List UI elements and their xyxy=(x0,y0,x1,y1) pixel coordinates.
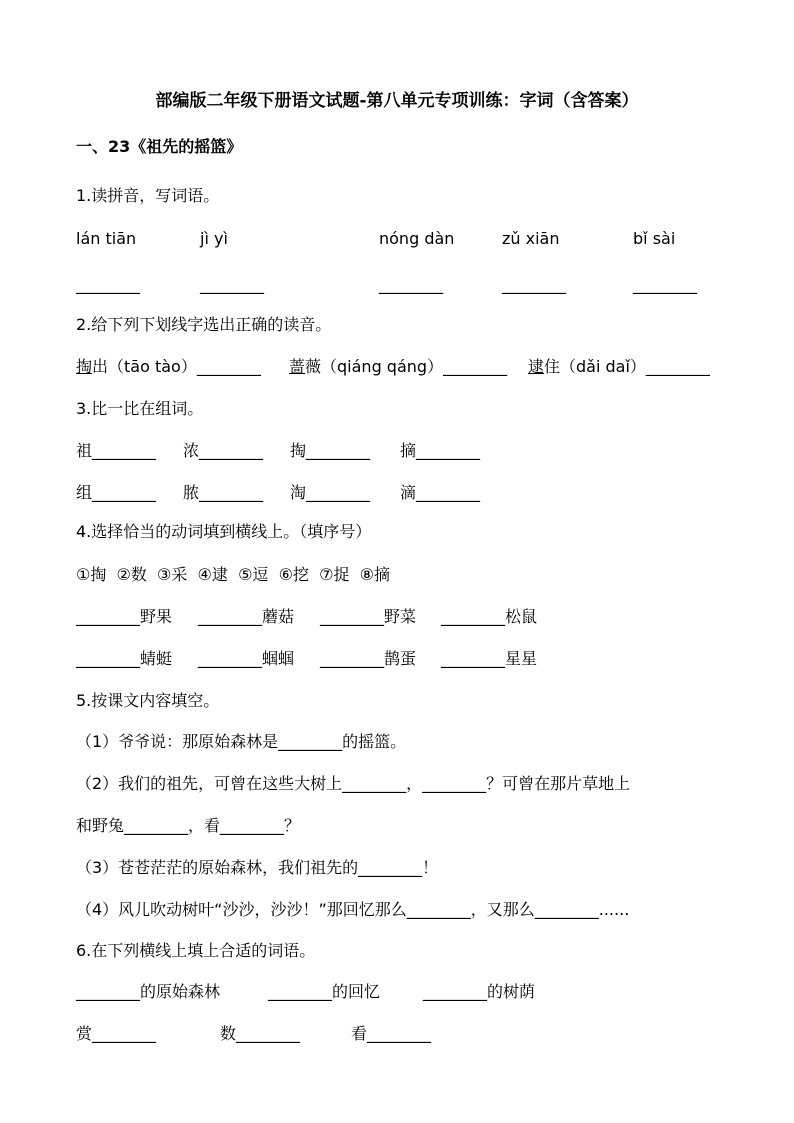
section-heading: 一、23《祖先的摇篮》 xyxy=(76,137,243,156)
q5-line: （2）我们的祖先，可曾在这些大树上________，________？可曾在那片草地上 xyxy=(76,774,631,793)
q4-options: ①掏 ②数 ③采 ④逮 ⑤逗 ⑥挖 ⑦捉 ⑧摘 xyxy=(76,565,390,584)
q5-line: 和野兔________，看________？ xyxy=(76,816,301,835)
q4-item: ________野菜 xyxy=(320,607,417,626)
answer-blank[interactable]: ________ xyxy=(76,275,140,294)
q3-item: 祖________ xyxy=(76,441,157,460)
q4-item: ________野果 xyxy=(76,607,173,626)
pinyin-1: lán tiān xyxy=(76,229,137,248)
q3-item: 浓________ xyxy=(183,441,264,460)
pinyin-3: nóng dàn xyxy=(379,229,455,248)
q2-item-text: 薇（qiáng qáng）________ xyxy=(305,357,508,376)
q5-prompt: 5.按课文内容填空。 xyxy=(76,691,220,710)
q1-prompt: 1.读拼音，写词语。 xyxy=(76,186,220,205)
q3-item: 掏________ xyxy=(290,441,371,460)
q3-item: 淘________ xyxy=(290,483,371,502)
pinyin-5: bǐ sài xyxy=(633,229,676,248)
document-title: 部编版二年级下册语文试题-第八单元专项训练：字词（含答案） xyxy=(155,91,639,111)
q3-item: 摘________ xyxy=(400,441,481,460)
underlined-char: 逮 xyxy=(528,357,545,376)
q6-item: ________的回忆 xyxy=(268,982,381,1001)
q6-item: ________的原始森林 xyxy=(76,982,221,1001)
underlined-char: 掏 xyxy=(76,357,93,376)
q4-item: ________星星 xyxy=(441,649,538,668)
q6-item: 数________ xyxy=(220,1024,301,1043)
q4-item: ________蜻蜓 xyxy=(76,649,173,668)
pinyin-2: jì yì xyxy=(200,229,228,248)
q2-item-1 xyxy=(76,356,261,378)
q3-prompt: 3.比一比在组词。 xyxy=(76,399,204,418)
q4-item: ________蝈蝈 xyxy=(198,649,295,668)
answer-blank[interactable]: ________ xyxy=(200,275,264,294)
underlined-char: 蔷 xyxy=(289,357,306,376)
q3-item: 脓________ xyxy=(183,483,264,502)
answer-blank[interactable]: ________ xyxy=(502,275,566,294)
q5-line: （3）苍苍茫茫的原始森林，我们祖先的________！ xyxy=(76,858,439,877)
q4-prompt: 4.选择恰当的动词填到横线上。（填序号） xyxy=(76,522,372,541)
q2-item-text: 住（dǎi daǐ）________ xyxy=(544,357,710,376)
q4-item: ________蘑菇 xyxy=(198,607,295,626)
q2-item-2 xyxy=(289,356,507,378)
pinyin-4: zǔ xiān xyxy=(502,229,560,248)
q4-item: ________松鼠 xyxy=(441,607,538,626)
q2-item-text: 出（tāo tào）________ xyxy=(92,357,261,376)
answer-blank[interactable]: ________ xyxy=(379,275,443,294)
q4-item: ________鹊蛋 xyxy=(320,649,417,668)
q6-item: ________的树荫 xyxy=(423,982,536,1001)
q5-line: （4）风儿吹动树叶“沙沙，沙沙！”那回忆那么________，又那么________...... xyxy=(76,900,630,919)
q3-item: 组________ xyxy=(76,483,157,502)
q6-item: 看________ xyxy=(351,1024,432,1043)
q6-prompt: 6.在下列横线上填上合适的词语。 xyxy=(76,941,316,960)
q2-item-3 xyxy=(528,356,710,378)
q2-prompt: 2.给下列下划线字选出正确的读音。 xyxy=(76,315,332,334)
q6-item: 赏________ xyxy=(76,1024,157,1043)
q5-line: （1）爷爷说：那原始森林是________的摇篮。 xyxy=(76,732,407,751)
answer-blank[interactable]: ________ xyxy=(633,275,697,294)
q3-item: 滴________ xyxy=(400,483,481,502)
